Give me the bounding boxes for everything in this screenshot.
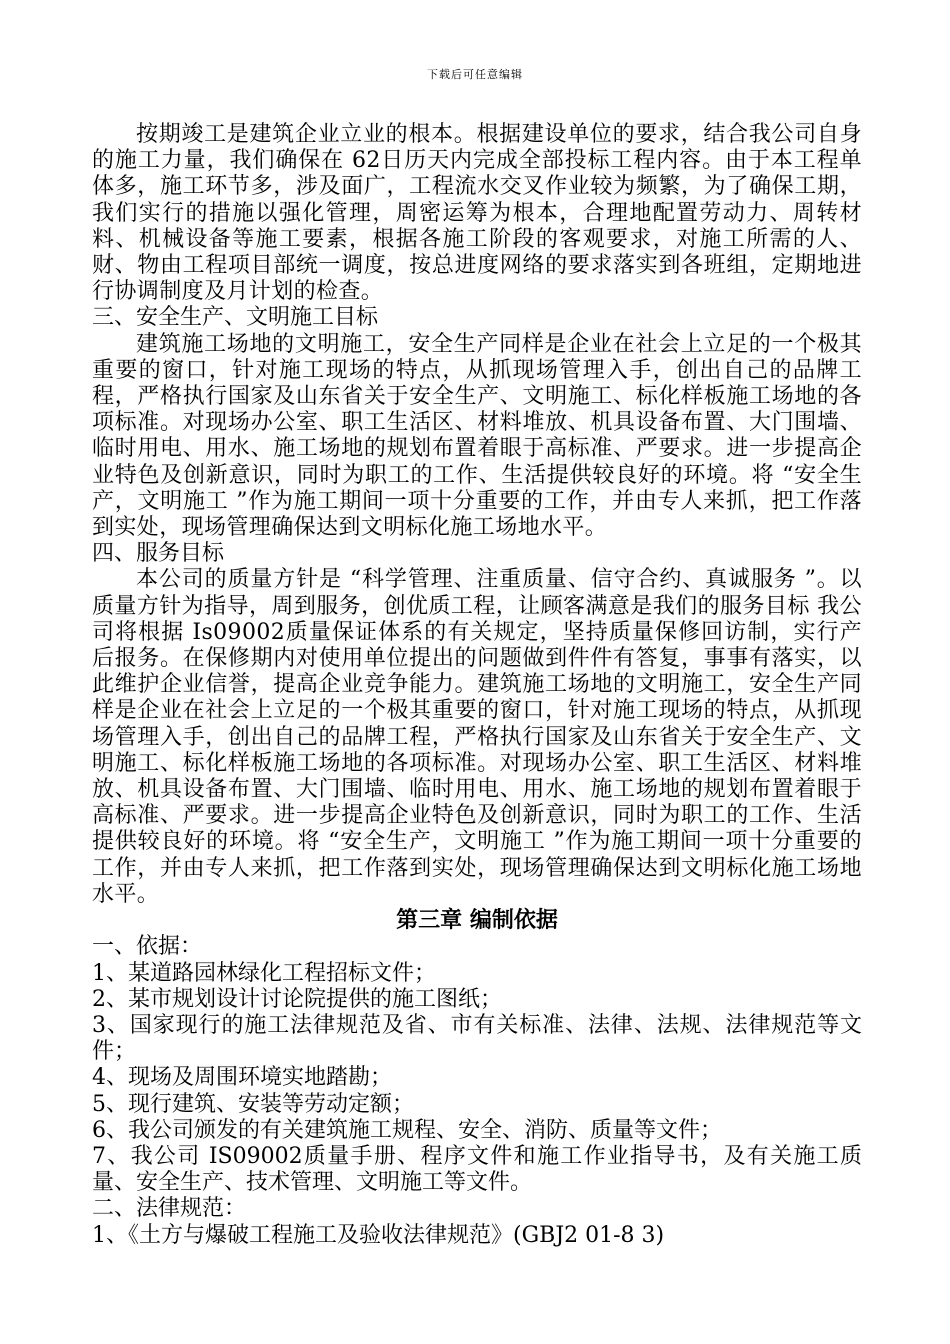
- section-heading-service: 四、服务目标: [92, 541, 225, 567]
- norms-heading: 二、法律规范：: [92, 1196, 247, 1222]
- section-heading-safety: 三、安全生产、文明施工目标: [92, 305, 379, 331]
- paragraph-safety: 建筑施工场地的文明施工，安全生产同样是企业在社会上立足的一个极其重要的窗口，针对施工现场的特点，从抓现场管理入手，创出自己的品牌工程，严格执行国家及山东省关于安全生产、文明施工、标化样板施工场地的各项标准。对现场办公室、职工生活区、材料堆放、机具设备布置、大门围墙、临时用电、用水、施工场地的规划布置着眼于高标准、严要求。进一步提高企业特色及创新意识，同时为职工的工作、生活提供较良好的环境。将 “安全生产，文明施工 ”作为施工期间一项十分重要的工作，并由专人来抓，把工作落到实处，现场管理确保达到文明标化施工场地水平。: [92, 331, 862, 541]
- basis-item: 6、我公司颁发的有关建筑施工规程、安全、消防、质量等文件；: [92, 1117, 722, 1143]
- basis-item: 4、现场及周围环境实地踏勘；: [92, 1065, 392, 1091]
- paragraph-schedule: 按期竣工是建筑企业立业的根本。根据建设单位的要求，结合我公司自身的施工力量，我们确保在 62日历天内完成全部投标工程内容。由于本工程单体多，施工环节多，涉及面广，工程流水交叉作业较为频繁，为了确保工期，我们实行的措施以强化管理，周密运筹为根本，合理地配置劳动力、周转材料、机械设备等施工要素，根据各施工阶段的客观要求，对施工所需的人、财、物由工程项目部统一调度，按总进度网络的要求落实到各班组，定期地进行协调制度及月计划的检查。: [92, 122, 862, 305]
- paragraph-service: 本公司的质量方针是 “科学管理、注重质量、信守合约、真诚服务 ”。以质量方针为指导，周到服务，创优质工程，让顾客满意是我们的服务目标 我公司将根据 Is09002质量保证体系的有关规定，坚持质量保修回访制，实行产后报务。在保修期内对使用单位提出的问题做到件件有答复，事事有落实，以此维护企业信誉，提高企业竞争能力。建筑施工场地的文明施工，安全生产同样是企业在社会上立足的一个极其重要的窗口，针对施工现场的特点，从抓现场管理入手，创出自己的品牌工程，严格执行国家及山东省关于安全生产、文明施工、标化样板施工场地的各项标准。对现场办公室、职工生活区、材料堆放、机具设备布置、大门围墙、临时用电、用水、施工场地的规划布置着眼于高标准、严要求。进一步提高企业特色及创新意识，同时为职工的工作、生活提供较良好的环境。将 “安全生产，文明施工 ”作为施工期间一项十分重要的工作，并由专人来抓，把工作落到实处，现场管理确保达到文明标化施工场地水平。: [92, 567, 862, 907]
- norms-item: 1、《土方与爆破工程施工及验收法律规范》(GBJ2 01-8 3): [92, 1222, 665, 1248]
- chapter-title: 第三章 编制依据: [396, 908, 558, 934]
- basis-item: 2、某市规划设计讨论院提供的施工图纸；: [92, 986, 502, 1012]
- page-header: 下载后可任意编辑: [427, 68, 523, 81]
- document-body: [92, 122, 862, 1249]
- basis-heading: 一、依据：: [92, 934, 203, 960]
- basis-item: 3、国家现行的施工法律规范及省、市有关标准、法律、法规、法律规范等文件；: [92, 1012, 862, 1065]
- basis-item: 5、现行建筑、安装等劳动定额；: [92, 1091, 414, 1117]
- basis-item: 7、我公司 IS09002质量手册、程序文件和施工作业指导书，及有关施工质量、安全生产、技术管理、文明施工等文件。: [92, 1143, 862, 1196]
- basis-item: 1、某道路园林绿化工程招标文件；: [92, 960, 436, 986]
